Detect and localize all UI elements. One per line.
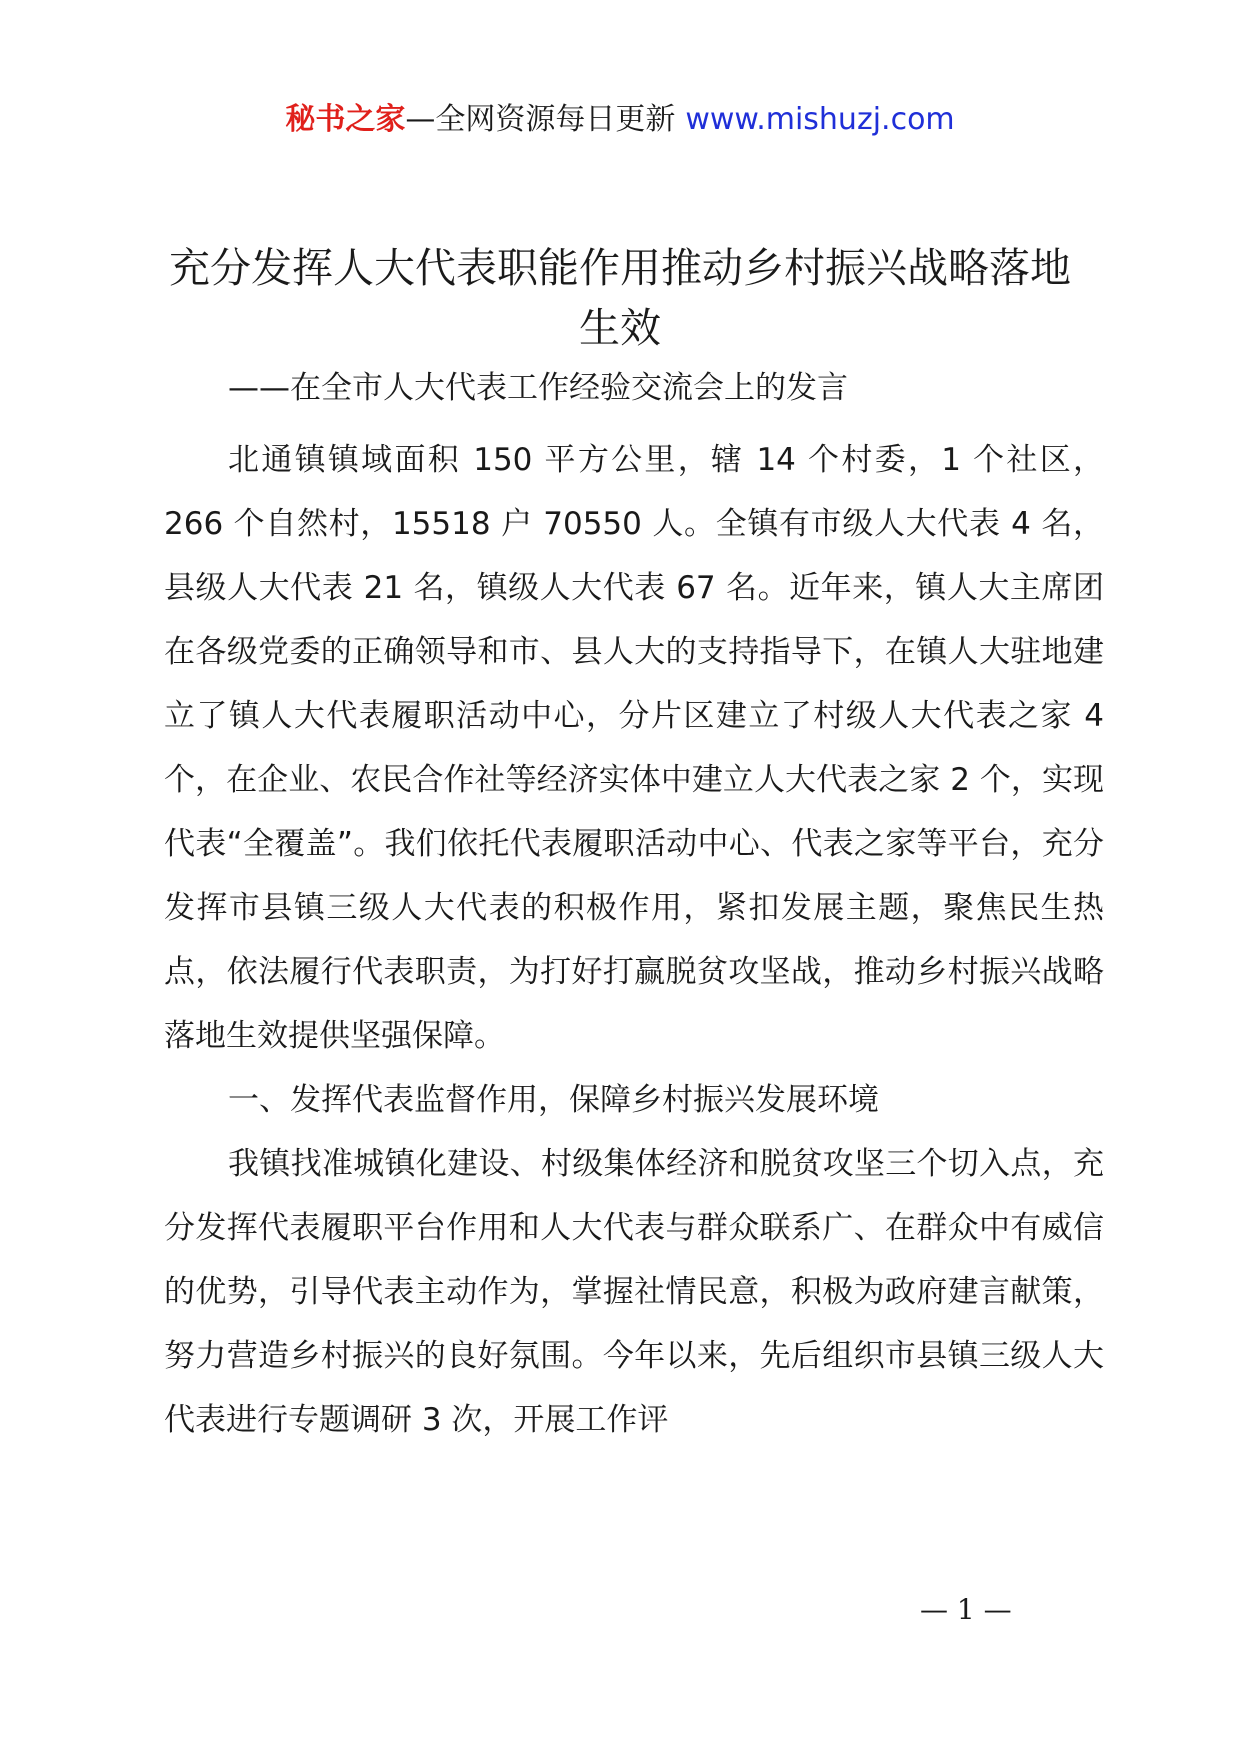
section-heading-1: 一、发挥代表监督作用，保障乡村振兴发展环境	[228, 1082, 879, 1118]
document-title: 充分发挥人大代表职能作用推动乡村振兴战略落地生效	[169, 244, 1071, 352]
site-header	[0, 100, 1240, 140]
page-number: — 1 —	[920, 1593, 1012, 1626]
section-1-paragraph: 我镇找准城镇化建设、村级集体经济和脱贫攻坚三个切入点，充分发挥代表履职平台作用和人大代表与群众联系广、在群众中有威信的优势，引导代表主动作为，掌握社情民意，积极为政府建言献策，努力营造乡村振兴的良好氛围。今年以来，先后组织市县镇三级人大代表进行专题调研 3 次，开展工作评	[164, 1146, 1104, 1438]
intro-paragraph: 北通镇镇域面积 150 平方公里，辖 14 个村委，1 个社区，266 个自然村，15518 户 70550 人。全镇有市级人大代表 4 名，县级人大代表 21 名，镇级人大代表 67 名。近年来，镇人大主席团在各级党委的正确领导和市、县人大的支持指导下，在镇人大驻地建立了镇人大代表履职活动中心，分片区建立了村级人大代表之家 4 个，在企业、农民合作社等经济实体中建立人大代表之家 2 个，实现代表“全覆盖”。我们依托代表履职活动中心、代表之家等平台，充分发挥市县镇三级人大代表的积极作用，紧扣发展主题，聚焦民生热点，依法履行代表职责，为打好打赢脱贫攻坚战，推动乡村振兴战略落地生效提供坚强保障。	[164, 442, 1104, 1054]
site-tagline: —全网资源每日更新	[405, 102, 676, 137]
brand-name: 秘书之家	[285, 102, 406, 137]
document-body	[164, 428, 1104, 1452]
document-subtitle: ——在全市人大代表工作经验交流会上的发言	[228, 370, 848, 406]
site-url-link[interactable]: www.mishuzj.com	[685, 102, 955, 137]
